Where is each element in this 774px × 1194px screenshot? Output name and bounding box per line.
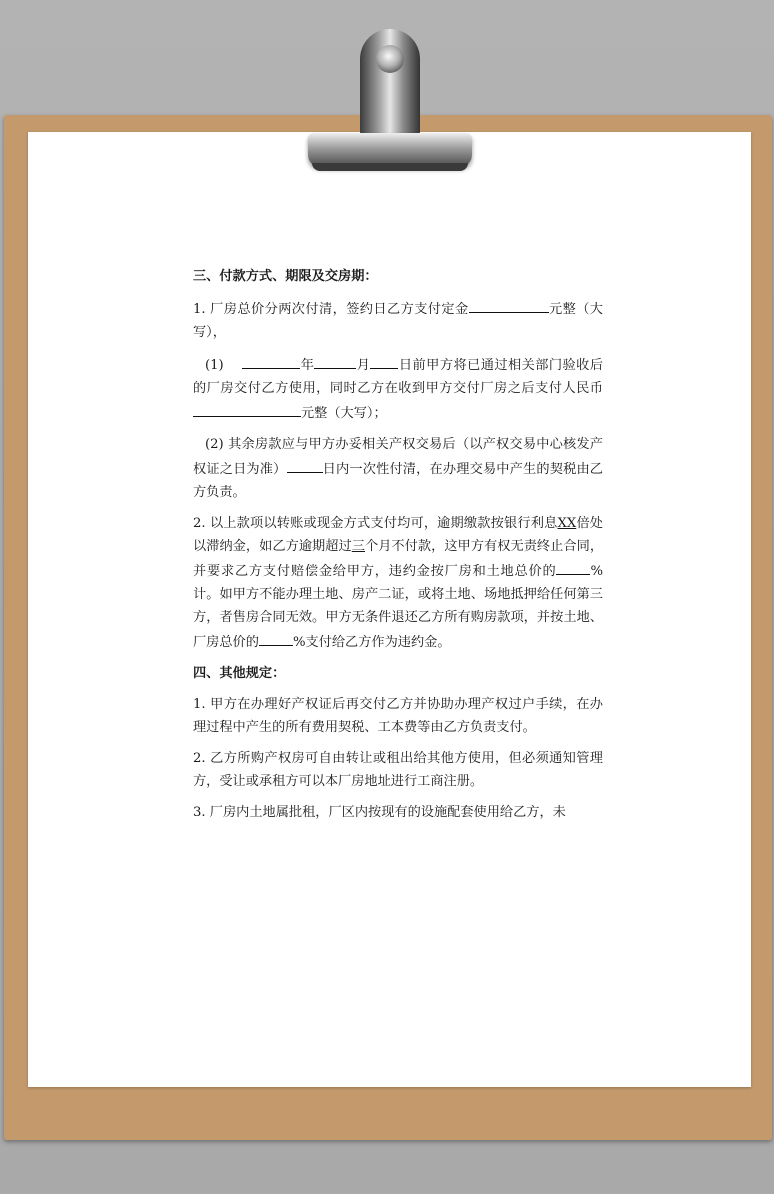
paragraph-payment-1: 1. 厂房总价分两次付清，签约日乙方支付定金 元整（大写）， xyxy=(193,296,603,344)
blank-day[interactable] xyxy=(370,352,398,369)
blank-days[interactable] xyxy=(287,456,323,473)
blank-rmb-amount[interactable] xyxy=(193,400,301,417)
blank-compensation-percent[interactable] xyxy=(259,629,293,646)
paragraph-payment-2: 2. 以上款项以转账或现金方式支付均可，逾期缴款按银行利息XX倍处以滞纳金，如乙方逾期超过三个月不付款，这甲方有权无责终止合同，并要求乙方支付赔偿金给甲方，违约金按厂房和土地总价的 %计。如甲方不能办理土地、房产二证，或将土地、场地抵押给任何第三方，者售房合同无效。甲方无条件退还乙方所有购房款项，并按土地、厂房总价的 %支付给乙方作为违约金。 xyxy=(193,516,604,650)
blank-deposit[interactable] xyxy=(469,296,549,313)
blank-penalty-percent[interactable] xyxy=(556,558,590,575)
xx-multiplier: XX xyxy=(557,516,577,531)
section-heading-payment: 三、付款方式、期限及交房期： xyxy=(193,269,378,284)
blank-year[interactable] xyxy=(242,352,300,369)
contract-text xyxy=(193,265,603,832)
paragraph-other-3: 3. 厂房内土地属批租，厂区内按现有的设施配套使用给乙方，未 xyxy=(193,805,566,820)
paragraph-other-1: 1. 甲方在办理好产权证后再交付乙方并协助办理产权过户手续，在办理过程中产生的所有费用契税、工本费等由乙方负责支付。 xyxy=(193,697,603,735)
binder-clip-icon xyxy=(300,25,480,180)
paragraph-other-2: 2. 乙方所购产权房可自由转让或租出给其他方使用，但必须通知管理方，受让或承租方可以本厂房地址进行工商注册。 xyxy=(193,751,603,789)
section-heading-other: 四、其他规定： xyxy=(193,666,286,681)
paragraph-payment-1-1: (1) 年 月 日前甲方将已通过相关部门验收后的厂房交付乙方使用，同时乙方在收到甲方交付厂房之后支付人民币元整（大写）； xyxy=(193,352,603,425)
blank-month[interactable] xyxy=(314,352,356,369)
paragraph-payment-1-2: (2) 其余房款应与甲方办妥相关产权交易后（以产权交易中心核发产权证之日为准） 日内一次性付清，在办理交易中产生的契税由乙方负责。 xyxy=(193,437,603,500)
three-months: 三 xyxy=(351,539,365,554)
